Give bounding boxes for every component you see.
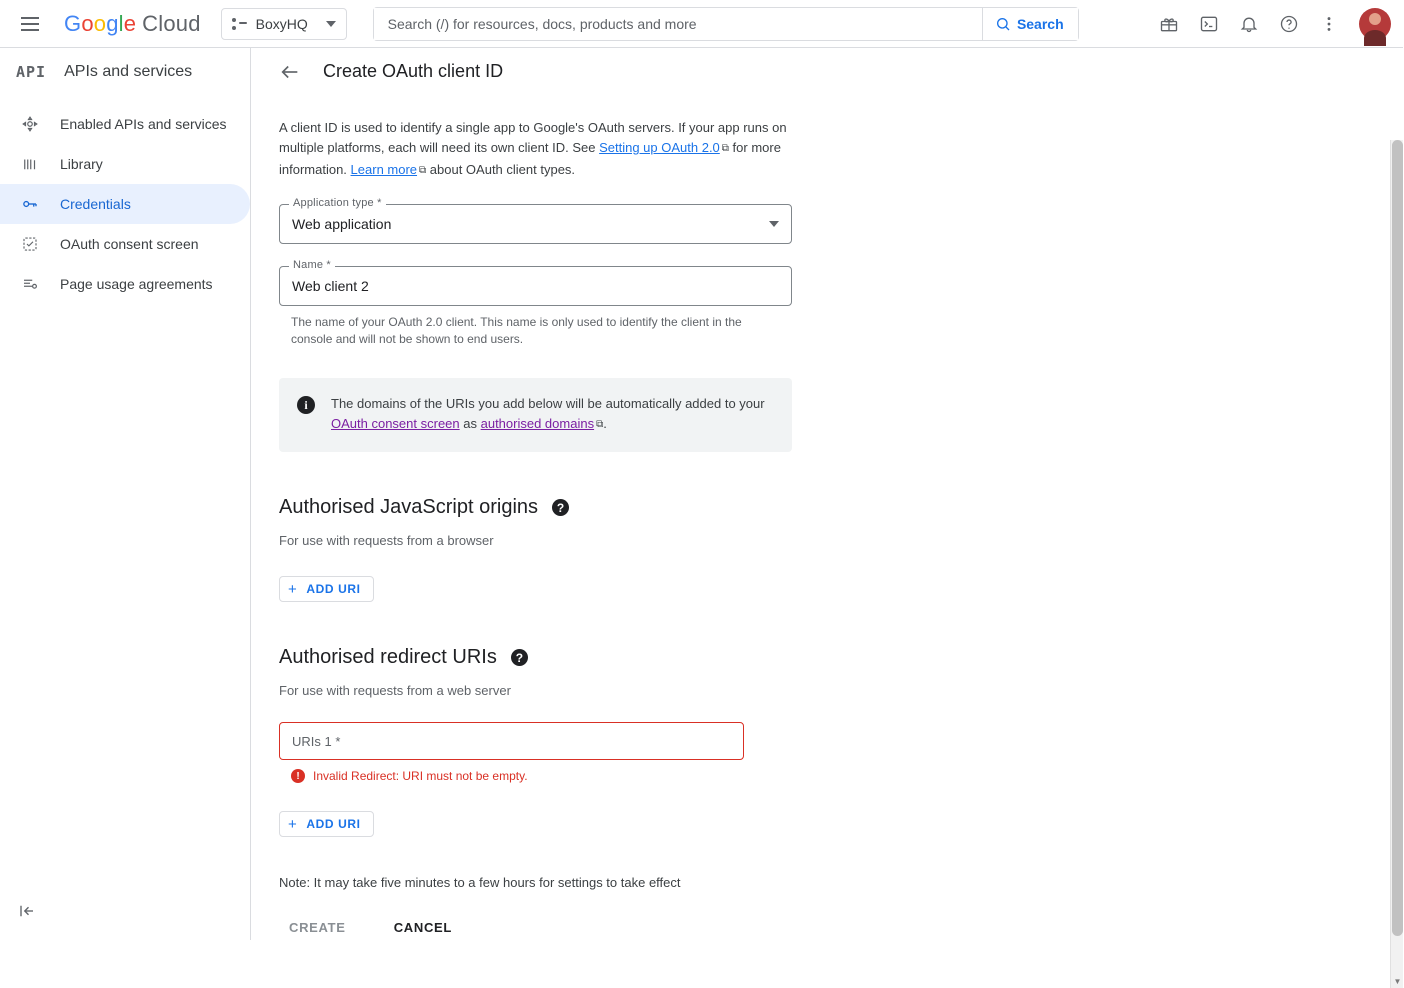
domains-info-text [331, 394, 774, 436]
chevron-down-icon [326, 21, 336, 27]
sidebar-item-library[interactable] [0, 144, 250, 184]
redirect-uri-error-text: Invalid Redirect: URI must not be empty. [313, 769, 528, 783]
chevron-down-icon [769, 221, 779, 227]
redirect-uris-add-uri-button[interactable] [279, 811, 374, 837]
intro-text-1: A client ID is used to identify a single app to Google's OAuth servers. If your app runs on multiple platforms, each will need its own client ID. See [279, 120, 787, 155]
sidebar-item-label: Library [60, 156, 103, 172]
error-icon: ! [291, 769, 305, 783]
logo-letter-o1: o [81, 10, 94, 36]
intro-text-3: about OAuth client types. [426, 162, 576, 177]
sidebar-item-credentials[interactable] [0, 184, 250, 224]
redirect-uris-add-uri-label: ADD URI [306, 817, 361, 831]
scrollbar-down-arrow[interactable]: ▼ [1393, 977, 1402, 986]
oauth-consent-screen-link[interactable]: OAuth consent screen [331, 416, 460, 431]
gift-icon[interactable] [1151, 6, 1187, 42]
setting-up-oauth-link[interactable]: Setting up OAuth 2.0 [599, 140, 720, 155]
info-icon: i [297, 396, 315, 414]
main-content [251, 48, 1403, 986]
more-vert-icon[interactable] [1311, 6, 1347, 42]
back-arrow-icon[interactable] [279, 61, 301, 83]
sidebar [0, 48, 251, 940]
redirect-uri-error [291, 769, 1343, 783]
application-type-select[interactable] [279, 197, 792, 244]
intro-paragraph [279, 118, 791, 182]
search-icon [995, 16, 1011, 32]
redirect-uris-heading [279, 646, 1343, 669]
avatar[interactable] [1359, 8, 1391, 40]
redirect-uri-placeholder: URIs 1 * [292, 733, 341, 749]
intro-text-2: for more information. [279, 140, 781, 177]
cancel-button[interactable]: CANCEL [393, 920, 453, 935]
bell-icon[interactable] [1231, 6, 1267, 42]
terminal-icon[interactable] [1191, 6, 1227, 42]
plus-icon: + [288, 580, 298, 598]
create-button[interactable]: CREATE [289, 920, 346, 935]
project-icon [232, 17, 248, 31]
collapse-sidebar-icon[interactable] [18, 902, 36, 920]
external-link-icon: ⧉ [596, 419, 604, 430]
js-origins-add-uri-button[interactable] [279, 576, 374, 602]
sidebar-item-label: OAuth consent screen [60, 236, 199, 252]
info-text-2: as [459, 416, 481, 431]
client-name-label: Name * [289, 259, 335, 271]
top-bar [0, 0, 1403, 48]
search-input[interactable] [374, 8, 982, 40]
info-text-3: . [603, 416, 607, 431]
external-link-icon: ⧉ [419, 165, 427, 176]
learn-more-link[interactable]: Learn more [350, 162, 418, 177]
enabled-apis-icon [20, 114, 40, 134]
api-logo: API [16, 63, 47, 81]
settings-note: Note: It may take five minutes to a few hours for settings to take effect [279, 875, 681, 890]
logo-letter-g1: G [64, 10, 82, 36]
scrollbar-thumb[interactable] [1392, 140, 1403, 936]
js-origins-heading [279, 496, 1343, 519]
create-oauth-client-form [251, 96, 1371, 973]
key-icon [20, 194, 40, 214]
sidebar-header [0, 48, 250, 96]
search-button-label: Search [1016, 15, 1064, 32]
sidebar-item-page-usage-agreements[interactable] [0, 264, 250, 304]
body [0, 48, 1403, 986]
client-name-value: Web client 2 [292, 278, 369, 294]
library-icon [20, 154, 40, 174]
logo-letter-e: e [123, 10, 137, 36]
application-type-label: Application type * [289, 197, 386, 209]
search-button[interactable] [982, 8, 1078, 40]
form-actions [279, 912, 1343, 973]
main-scrollbar[interactable] [1390, 140, 1403, 988]
js-origins-title: Authorised JavaScript origins [279, 496, 539, 518]
plus-icon: + [288, 815, 298, 833]
js-origins-add-uri-label: ADD URI [306, 582, 361, 596]
hamburger-icon[interactable] [10, 4, 50, 44]
project-selector[interactable] [221, 8, 347, 40]
logo-letter-g2: g [106, 10, 119, 36]
page-title: Create OAuth client ID [323, 61, 504, 81]
sidebar-list [0, 104, 250, 304]
domains-info-box [279, 378, 792, 452]
sidebar-item-label: Page usage agreements [60, 276, 213, 292]
redirect-uris-title: Authorised redirect URIs [279, 646, 497, 668]
logo-letter-l: l [118, 10, 124, 36]
client-name-helper-text: The name of your OAuth 2.0 client. This name is only used to identify the client in the console and will not be shown to end users. [291, 315, 742, 346]
sidebar-item-label: Credentials [60, 196, 131, 212]
project-name: BoxyHQ [255, 15, 308, 32]
redirect-uri-input-1[interactable] [279, 722, 744, 760]
google-cloud-logo[interactable] [64, 11, 201, 37]
external-link-icon: ⧉ [721, 143, 729, 154]
help-icon[interactable]: ? [511, 649, 528, 666]
sidebar-item-oauth-consent-screen[interactable] [0, 224, 250, 264]
page-usage-icon [20, 274, 40, 294]
redirect-uris-subtitle: For use with requests from a web server [279, 683, 511, 698]
page-header [251, 48, 1403, 96]
topbar-actions [1151, 6, 1391, 42]
sidebar-item-enabled-apis[interactable] [0, 104, 250, 144]
help-icon[interactable]: ? [552, 499, 569, 516]
authorised-domains-link[interactable]: authorised domains [480, 416, 595, 431]
sidebar-title: APIs and services [64, 63, 193, 80]
client-name-field[interactable] [279, 259, 792, 306]
search-bar[interactable] [373, 7, 1079, 41]
logo-letter-o2: o [93, 10, 107, 36]
help-icon[interactable] [1271, 6, 1307, 42]
info-text-1: The domains of the URIs you add below will be automatically added to your [331, 396, 765, 411]
sidebar-item-label: Enabled APIs and services [60, 116, 227, 132]
consent-screen-icon [20, 234, 40, 254]
js-origins-subtitle: For use with requests from a browser [279, 533, 494, 548]
logo-word-cloud: Cloud [142, 10, 201, 36]
application-type-value: Web application [292, 216, 392, 232]
